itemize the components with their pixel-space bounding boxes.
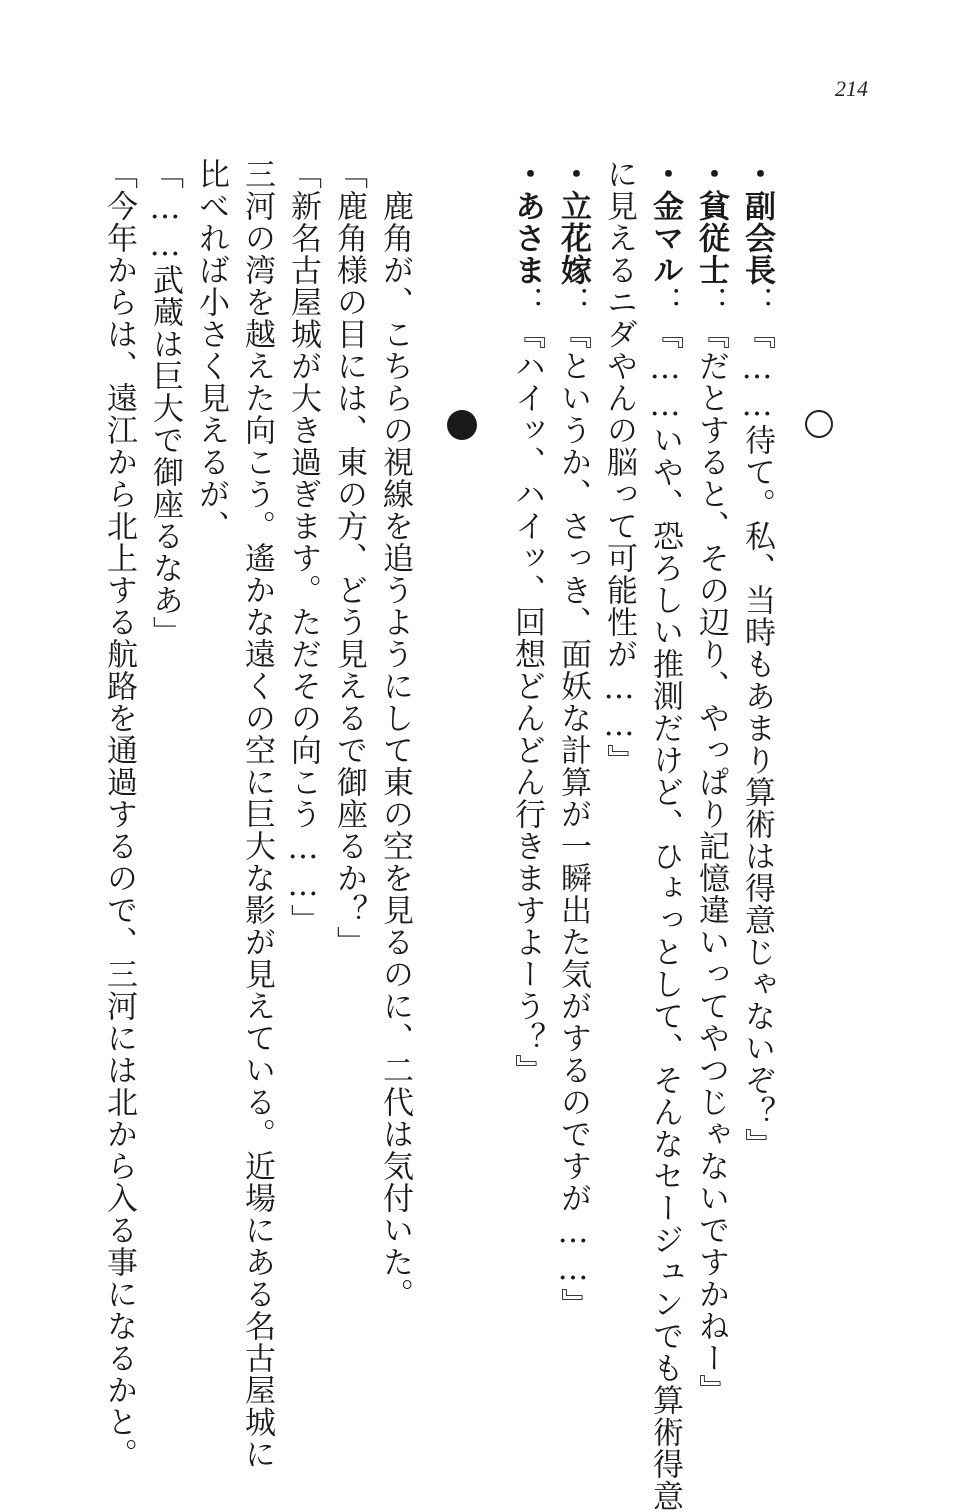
page-number: 214	[835, 76, 868, 101]
speaker-name: ・金マル	[647, 158, 683, 286]
dialogue-text: ：『……待て。私、当時もあまり算術は得意じゃないぞ？』	[739, 286, 775, 1160]
dialogue-text: ：『というか、さっき、面妖な計算が一瞬出た気がするのですが……』	[555, 286, 591, 1320]
speaker-name: ・あさま	[509, 158, 545, 286]
dialogue-line-2	[694, 158, 728, 1406]
dialogue-text: ：『ハイッ、ハイッ、回想どんどん行きますよーう？』	[509, 286, 545, 1086]
dialogue-text: ：『……いや、恐ろしい推測だけど、ひょっとして、そんなセージュンでも算術得意	[647, 286, 683, 1512]
narrative-line-4: 三河の湾を越えた向こう。遙かな遠くの空に巨大な影が見えている。近場にある名古屋城に	[239, 158, 275, 1470]
dialogue-line-6	[510, 158, 544, 1086]
narrative-line-6: 「……武蔵は巨大で御座るなあ」	[147, 158, 183, 648]
narrative-line-5: 比べれば小さく見えるが、	[193, 158, 229, 542]
filled-circle-icon	[447, 410, 477, 440]
narrative-line-3: 「新名古屋城が大き過ぎます。ただその向こう……」	[285, 158, 321, 936]
narrative-line-2: 「鹿角様の目には、東の方、どう見えるで御座るか？」	[331, 158, 367, 958]
dialogue-line-3	[648, 158, 682, 1512]
speaker-name: ・立花嫁	[555, 158, 591, 286]
open-circle-icon	[805, 410, 833, 438]
dialogue-line-5	[556, 158, 590, 1320]
dialogue-line-4	[602, 158, 636, 776]
speaker-name: ・副会長	[739, 158, 775, 286]
narrative-line-7: 「今年からは、遠江から北上する航路を通過するので、三河には北から入る事になるかと。	[101, 158, 137, 1470]
narrative-line-1: 鹿角が、こちらの視線を追うようにして東の空を見るのに、二代は気付いた。	[377, 190, 413, 1310]
dialogue-text: に見えるニダやんの脳って可能性が……』	[601, 158, 637, 776]
speaker-name: ・貧従士	[693, 158, 729, 286]
dialogue-line-1	[740, 158, 774, 1160]
dialogue-text: ：『だとすると、その辺り、やっぱり記憶違いってやつじゃないですかねー』	[693, 286, 729, 1406]
